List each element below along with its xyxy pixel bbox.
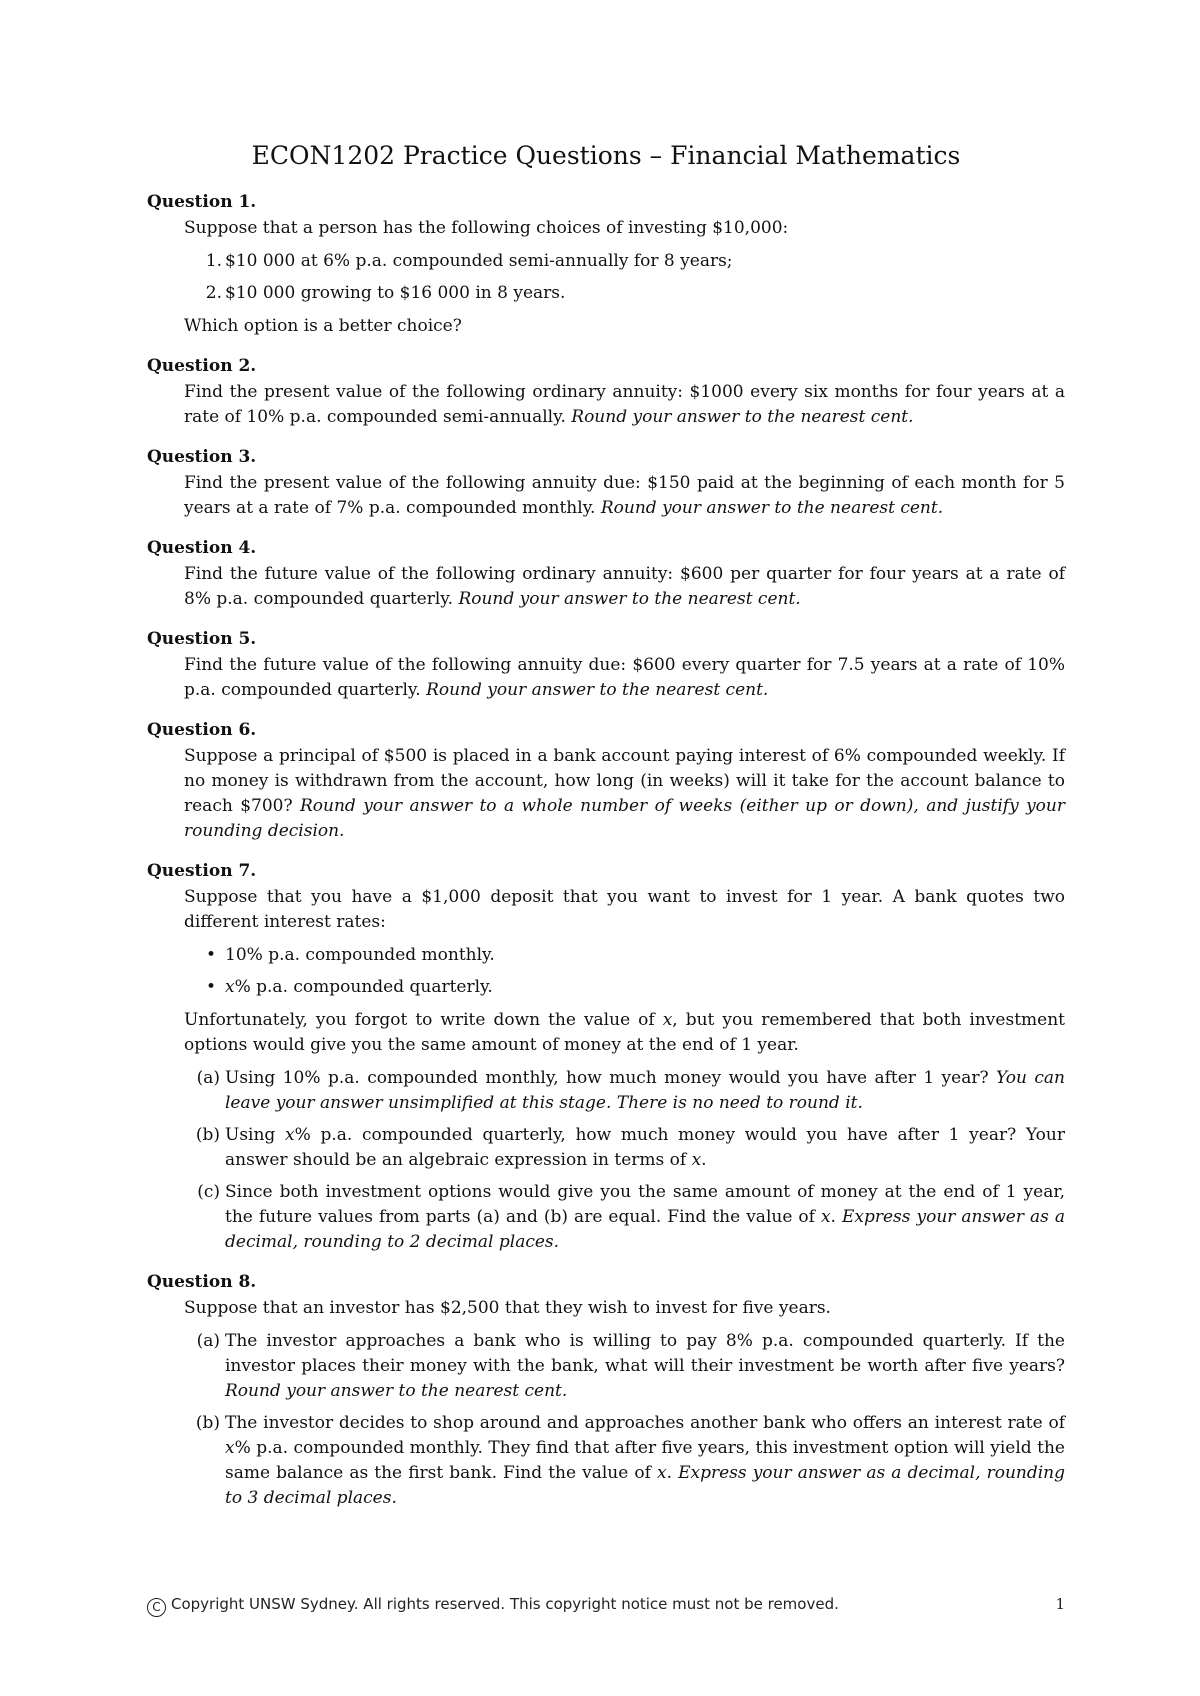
subpart-text: Since both investment options would give you the same amount of money at the end of 1 year, the future values from parts (a) and (b) are equal. Find the value of bbox=[225, 1182, 1065, 1227]
question-body bbox=[147, 653, 1065, 703]
question-heading: Question 4. bbox=[147, 538, 257, 558]
question-statement: Suppose a principal of $500 is placed in a bank account paying interest of 6% compounded weekly. If no money is withdrawn from the account, how long (in weeks) will it take for the account balance to reach $700? bbox=[184, 746, 1065, 816]
rounding-note: Round your answer to the nearest cent. bbox=[571, 407, 914, 427]
math-variable: x bbox=[691, 1150, 702, 1170]
rate-list bbox=[184, 943, 1065, 1000]
list-item bbox=[184, 975, 1065, 1000]
question-3 bbox=[147, 445, 1065, 521]
list-item bbox=[184, 249, 1065, 274]
subpart-marker: (a) bbox=[196, 1331, 220, 1351]
question-text bbox=[184, 653, 1065, 703]
subpart-text: The investor decides to shop around and approaches another bank who offers an interest rate of bbox=[225, 1413, 1065, 1433]
copyright-notice bbox=[147, 1594, 839, 1617]
subpart-note: Round your answer to the nearest cent. bbox=[225, 1381, 568, 1401]
rounding-note: Round your answer to the nearest cent. bbox=[458, 589, 801, 609]
context-text: Unfortunately, you forgot to write down the value of bbox=[184, 1010, 663, 1030]
question-context bbox=[184, 1008, 1065, 1058]
subpart-text: . bbox=[701, 1150, 707, 1170]
page-number: 1 bbox=[1055, 1595, 1065, 1613]
question-body bbox=[147, 471, 1065, 521]
list-item-text: % p.a. compounded quarterly. bbox=[234, 977, 493, 997]
question-statement: Find the future value of the following ordinary annuity: $600 per quarter for four years at a rate of 8% p.a. compounded quarterly. bbox=[184, 564, 1065, 609]
rounding-note: Round your answer to the nearest cent. bbox=[600, 498, 944, 518]
subpart-list bbox=[184, 1329, 1065, 1511]
question-outro: Which option is a better choice? bbox=[184, 316, 462, 336]
subpart-text: . bbox=[830, 1207, 842, 1227]
math-variable: x bbox=[657, 1463, 667, 1483]
copyright-text: Copyright UNSW Sydney. All rights reserved. This copyright notice must not be removed. bbox=[171, 1595, 839, 1613]
math-variable: x bbox=[225, 977, 235, 997]
list-item bbox=[184, 281, 1065, 306]
rounding-note: Round your answer to a whole number of weeks (either up or down), and justify your rounding decision. bbox=[184, 796, 1065, 841]
subpart-note: Express your answer as a decimal, rounding to 3 decimal places. bbox=[225, 1463, 1065, 1508]
subpart-marker: (b) bbox=[195, 1125, 220, 1145]
list-item-text: $10 000 growing to $16 000 in 8 years. bbox=[225, 283, 566, 303]
question-5 bbox=[147, 627, 1065, 703]
question-body bbox=[147, 885, 1065, 1255]
subpart-text: . bbox=[666, 1463, 679, 1483]
list-item-text: 10% p.a. compounded monthly. bbox=[225, 945, 495, 965]
subpart-text: Using bbox=[225, 1125, 286, 1145]
math-variable: x bbox=[225, 1438, 235, 1458]
context-text: , but you remembered that both investment options would give you the same amount of money at the end of 1 year. bbox=[184, 1010, 1065, 1055]
subpart-text: The investor approaches a bank who is willing to pay 8% p.a. compounded quarterly. If the investor places their money with the bank, what will their investment be worth after five years? bbox=[225, 1331, 1065, 1376]
question-body bbox=[147, 562, 1065, 612]
subpart-text: Using 10% p.a. compounded monthly, how much money would you have after 1 year? bbox=[225, 1068, 997, 1088]
subpart-text: % p.a. compounded quarterly, how much money would you have after 1 year? Your answer should be an algebraic expression in terms of bbox=[225, 1125, 1065, 1170]
question-statement: Find the future value of the following annuity due: $600 every quarter for 7.5 years at a rate of 10% p.a. compounded quarterly. bbox=[184, 655, 1065, 700]
question-body bbox=[147, 744, 1065, 844]
question-heading: Question 3. bbox=[147, 447, 257, 467]
question-heading: Question 7. bbox=[147, 861, 257, 881]
question-body bbox=[147, 216, 1065, 339]
question-intro: Suppose that a person has the following choices of investing $10,000: bbox=[184, 218, 789, 238]
option-list bbox=[184, 249, 1065, 306]
question-body bbox=[147, 1296, 1065, 1511]
rounding-note: Round your answer to the nearest cent. bbox=[426, 680, 769, 700]
math-variable: x bbox=[820, 1207, 831, 1227]
bullet-icon: • bbox=[206, 977, 217, 997]
subpart-c bbox=[184, 1180, 1065, 1255]
question-intro: Suppose that an investor has $2,500 that they wish to invest for five years. bbox=[184, 1298, 831, 1318]
question-heading: Question 5. bbox=[147, 629, 257, 649]
question-heading: Question 1. bbox=[147, 192, 257, 212]
subpart-note: You can leave your answer unsimplified at this stage. There is no need to round it. bbox=[225, 1068, 1065, 1113]
question-6 bbox=[147, 718, 1065, 844]
question-1 bbox=[147, 190, 1065, 339]
list-item-text: $10 000 at 6% p.a. compounded semi-annually for 8 years; bbox=[225, 251, 733, 271]
subpart-text: % p.a. compounded monthly. They find that after five years, this investment option will yield the same balance as the first bank. Find the value of bbox=[225, 1438, 1065, 1483]
document-page bbox=[147, 136, 1065, 1526]
question-statement: Find the present value of the following ordinary annuity: $1000 every six months for four years at a rate of 10% p.a. compounded semi-annually. bbox=[184, 382, 1065, 427]
subpart-marker: (b) bbox=[195, 1413, 220, 1433]
list-marker: 1. bbox=[205, 251, 222, 271]
question-intro: Suppose that you have a $1,000 deposit that you want to invest for 1 year. A bank quotes two different interest rates: bbox=[184, 887, 1065, 932]
question-heading: Question 2. bbox=[147, 356, 257, 376]
question-body bbox=[147, 380, 1065, 430]
bullet-icon: • bbox=[206, 945, 217, 965]
subpart-b bbox=[184, 1411, 1065, 1511]
question-heading: Question 6. bbox=[147, 720, 257, 740]
question-statement: Find the present value of the following annuity due: $150 paid at the beginning of each month for 5 years at a rate of 7% p.a. compounded monthly. bbox=[184, 473, 1065, 518]
subpart-list bbox=[184, 1066, 1065, 1255]
list-marker: 2. bbox=[205, 283, 222, 303]
question-7 bbox=[147, 859, 1065, 1255]
subpart-marker: (c) bbox=[197, 1182, 220, 1202]
subpart-a bbox=[184, 1329, 1065, 1404]
question-text bbox=[184, 380, 1065, 430]
subpart-a bbox=[184, 1066, 1065, 1116]
question-text bbox=[184, 744, 1065, 844]
question-8 bbox=[147, 1270, 1065, 1511]
list-item bbox=[184, 943, 1065, 968]
question-4 bbox=[147, 536, 1065, 612]
subpart-b bbox=[184, 1123, 1065, 1173]
subpart-note: Express your answer as a decimal, rounding to 2 decimal places. bbox=[225, 1207, 1065, 1252]
math-variable: x bbox=[662, 1010, 673, 1030]
question-text bbox=[184, 562, 1065, 612]
question-heading: Question 8. bbox=[147, 1272, 257, 1292]
page-title: ECON1202 Practice Questions – Financial Mathematics bbox=[251, 141, 961, 170]
subpart-marker: (a) bbox=[196, 1068, 220, 1088]
math-variable: x bbox=[285, 1125, 295, 1145]
question-2 bbox=[147, 354, 1065, 430]
question-text bbox=[184, 471, 1065, 521]
copyright-icon: C bbox=[147, 1598, 166, 1617]
